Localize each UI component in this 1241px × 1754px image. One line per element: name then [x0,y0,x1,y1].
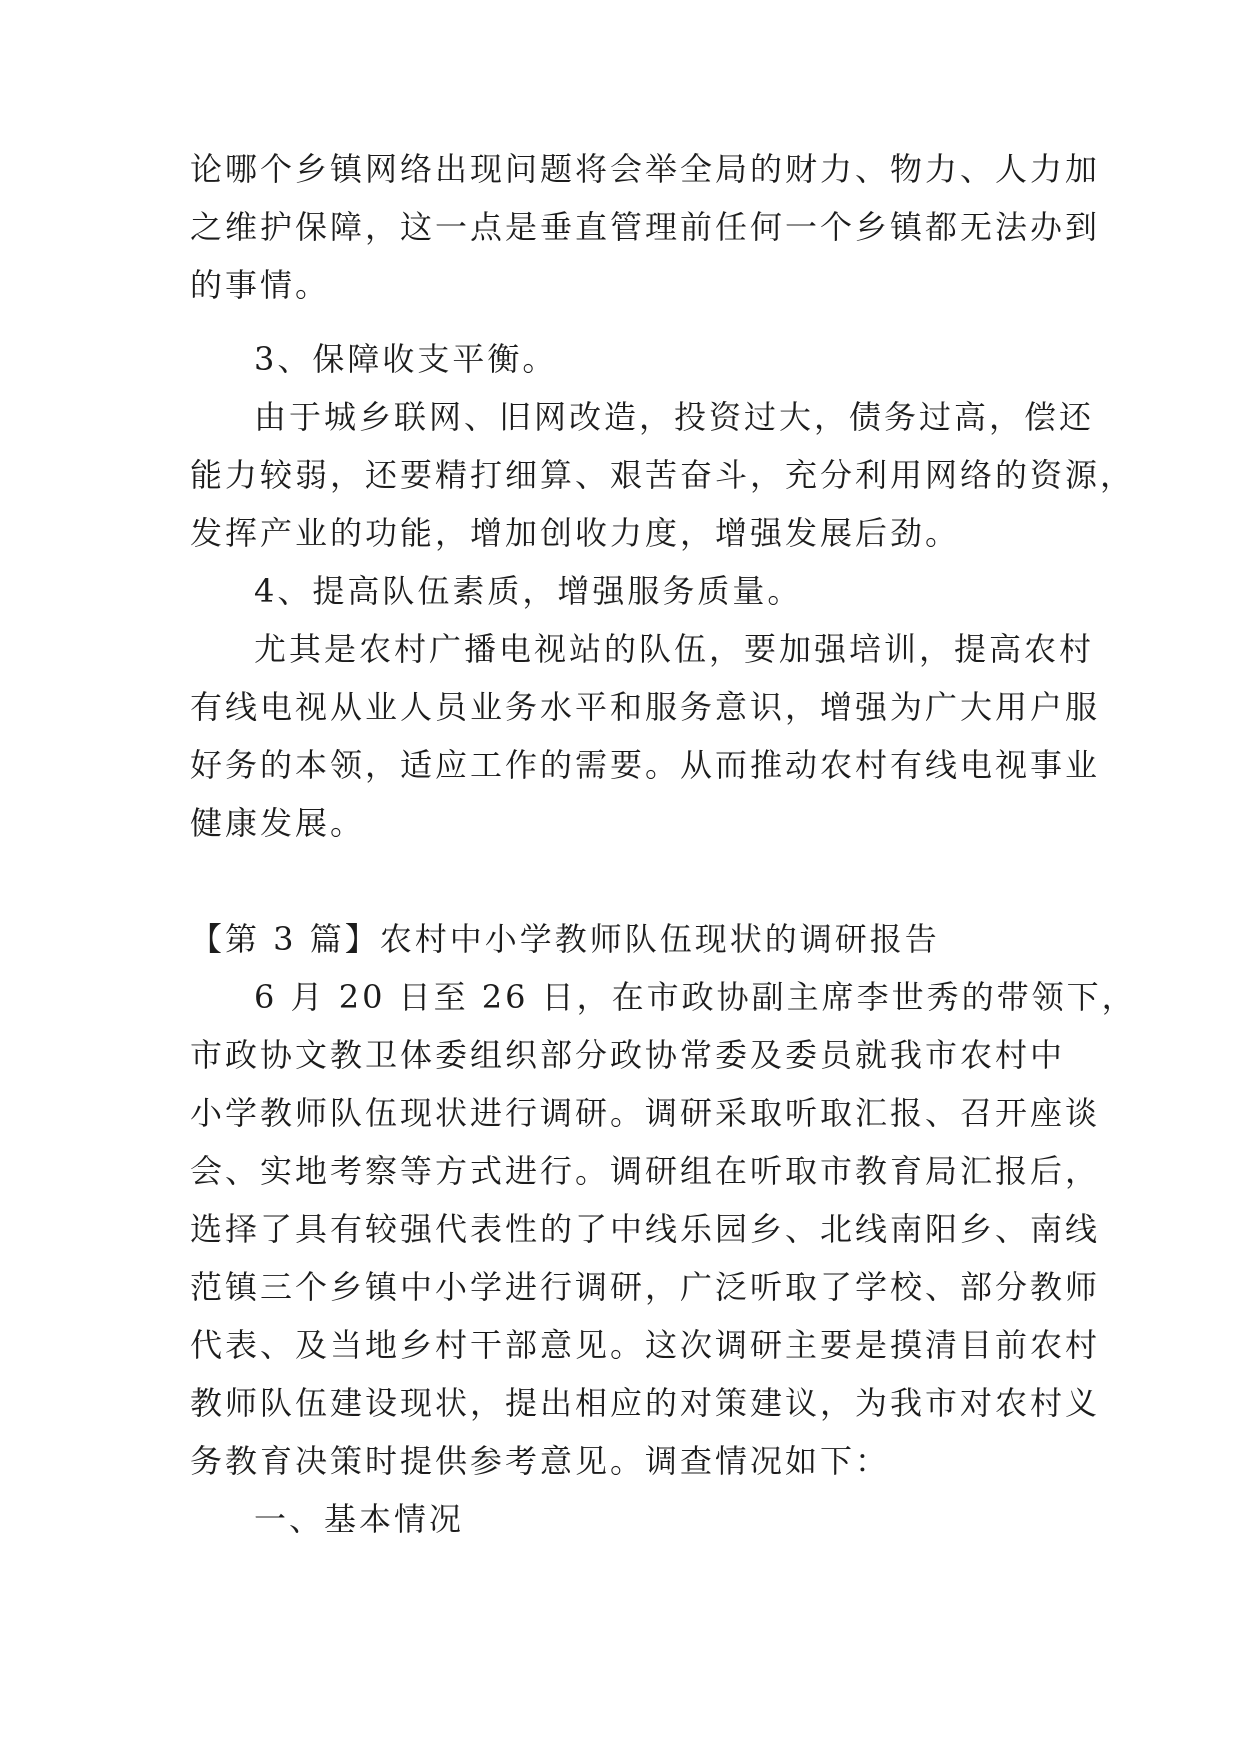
paragraph-line: 市政协文教卫体委组织部分政协常委及委员就我市农村中 [190,1036,1066,1074]
item-4-section [190,562,1060,620]
item-4-heading: 4、提高队伍素质，增强服务质量。 [254,572,803,610]
paragraph-line: 会、实地考察等方式进行。调研组在听取市教育局汇报后， [190,1152,1101,1190]
paragraph-line: 发挥产业的功能，增加创收力度，增强发展后劲。 [190,514,961,552]
paragraph-line: 小学教师队伍现状进行调研。调研采取听取汇报、召开座谈 [190,1094,1101,1132]
paragraph-line: 健康发展。 [190,804,366,842]
paragraph-line: 能力较弱，还要精打细算、艰苦奋斗，充分利用网络的资源， [190,456,1136,494]
paragraph-line: 好务的本领，适应工作的需要。从而推动农村有线电视事业 [190,746,1101,784]
article-title: 【第 3 篇】农村中小学教师队伍现状的调研报告 [190,920,940,958]
item-4-paragraph [190,620,1101,852]
item-3-paragraph [190,388,1136,562]
paragraph-line: 选择了具有较强代表性的了中线乐园乡、北线南阳乡、南线 [190,1210,1101,1248]
paragraph-line: 论哪个乡镇网络出现问题将会举全局的财力、物力、人力加 [190,150,1101,188]
paragraph-line: 尤其是农村广播电视站的队伍，要加强培训，提高农村 [254,630,1095,668]
article-3-section [190,910,1060,968]
paragraph-line: 教师队伍建设现状，提出相应的对策建议，为我市对农村义 [190,1384,1101,1422]
article-3-paragraph [190,968,1137,1490]
paragraph-line: 之维护保障，这一点是垂直管理前任何一个乡镇都无法办到 [190,208,1101,246]
item-3-section [190,330,1060,388]
section-subheading: 一、基本情况 [254,1500,465,1538]
paragraph-line: 的事情。 [190,266,331,304]
paragraph-line: 有线电视从业人员业务水平和服务意识，增强为广大用户服 [190,688,1101,726]
paragraph-continuation [190,140,1101,314]
subheading-section [190,1490,1060,1548]
paragraph-line: 由于城乡联网、旧网改造，投资过大，债务过高，偿还 [254,398,1095,436]
paragraph-line: 务教育决策时提供参考意见。调查情况如下： [190,1442,891,1480]
item-3-heading: 3、保障收支平衡。 [254,340,558,378]
paragraph-line: 6 月 20 日至 26 日，在市政协副主席李世秀的带领下， [254,978,1137,1016]
paragraph-line: 代表、及当地乡村干部意见。这次调研主要是摸清目前农村 [190,1326,1101,1364]
paragraph-line: 范镇三个乡镇中小学进行调研，广泛听取了学校、部分教师 [190,1268,1101,1306]
